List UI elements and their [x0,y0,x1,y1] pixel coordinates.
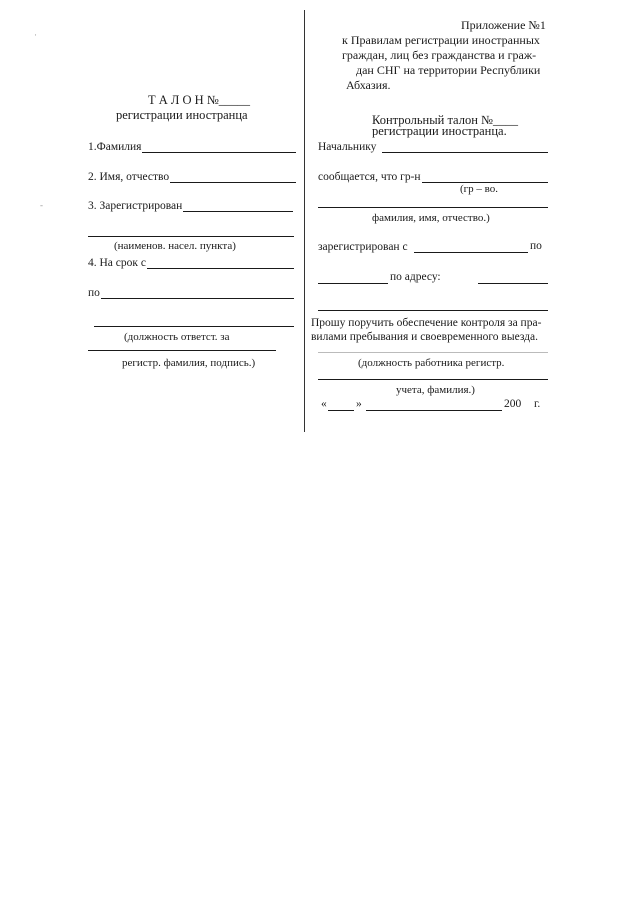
name-field[interactable] [88,170,296,183]
registered-label: 3. Зарегистрирован [88,200,183,212]
date-month-line[interactable] [366,410,502,411]
registered-from-underline [414,240,528,253]
until-field[interactable] [88,286,294,299]
address-line[interactable] [478,283,548,284]
registered-from-label: зарегистрирован с [318,241,408,253]
appendix-line-1: Приложение №1 [461,18,546,32]
registered-underline [183,199,293,212]
name-label: 2. Имя, отчество [88,171,170,183]
chief-underline [382,140,548,153]
worker-hint: (должность работника регистр. [358,357,505,369]
registered-to-label: по [530,240,542,252]
request-line-1: Прошу поручить обеспечение контроля за пра- [311,317,542,329]
term-label: 4. На срок с [88,257,146,269]
chief-field[interactable] [318,140,548,153]
term-underline [147,256,294,269]
fio-hint: фамилия, имя, отчество.) [372,212,490,224]
address-label: по адресу: [390,271,441,283]
talon-title: Т А Л О Н №_____ [148,93,250,107]
surname-field[interactable] [88,140,296,153]
column-divider [304,10,305,432]
reports-label: сообщается, что гр-н [318,171,421,183]
account-hint: учета, фамилия.) [396,384,475,396]
until-underline [101,286,294,299]
appendix-line-3: граждан, лиц без гражданства и граж- [342,48,537,62]
date-year-suffix: г. [534,398,541,410]
address-extra-line[interactable] [318,310,548,311]
talon-subtitle: регистрации иностранца [116,108,248,122]
signature-hint: регистр. фамилия, подпись.) [122,357,256,369]
name-underline [170,170,296,183]
address-lead-line[interactable] [318,283,388,284]
account-line[interactable] [318,379,548,380]
registered-field[interactable] [88,199,293,212]
reports-underline [422,170,548,183]
date-day-line[interactable] [328,410,354,411]
until-label: по [88,287,100,299]
position-line[interactable] [94,326,294,327]
gr-hint: (гр – во. [460,183,499,195]
control-talon-subtitle: регистрации иностранца. [372,124,507,138]
date-open-quote: « [321,398,327,410]
signature-line[interactable] [88,350,276,351]
chief-label: Начальнику [318,141,377,153]
settlement-line[interactable] [88,236,294,237]
registered-from-field[interactable] [318,240,528,253]
term-field[interactable] [88,256,294,269]
date-year: 200 [504,398,522,410]
appendix-line-4: дан СНГ на территории Республики [356,63,541,77]
worker-line[interactable] [318,352,548,353]
settlement-hint: (наименов. насел. пункта) [114,240,236,252]
request-line-2: вилами пребывания и своевременного выезда. [311,331,539,343]
position-hint: (должность ответст. за [124,331,230,343]
date-close-quote: » [356,398,362,410]
margin-mark: · [34,30,37,40]
fio-line[interactable] [318,207,548,208]
appendix-line-2: к Правилам регистрации иностранных [342,33,540,47]
surname-underline [142,140,296,153]
reports-field[interactable] [318,170,548,183]
control-talon-title: Контрольный талон №____ [372,113,518,127]
margin-mark: - [40,200,43,210]
surname-label: 1.Фамилия [88,141,142,153]
appendix-line-5: Абхазия. [346,78,391,92]
